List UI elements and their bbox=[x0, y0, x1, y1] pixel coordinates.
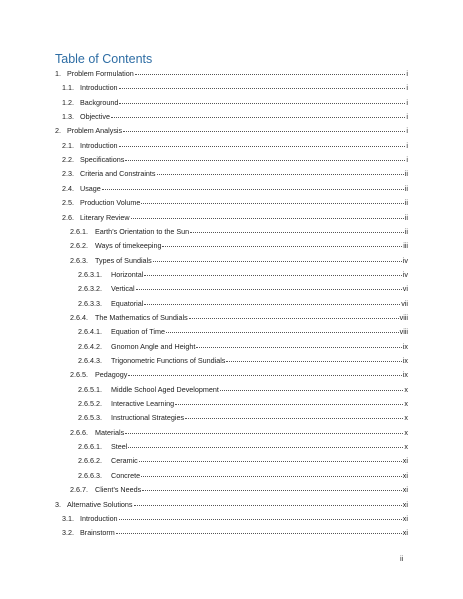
toc-entry-page: iv bbox=[402, 269, 408, 279]
toc-entry-page: ii bbox=[404, 183, 408, 193]
toc-entry-title: Criteria and Constraints bbox=[80, 169, 156, 179]
toc-entry-page: i bbox=[406, 155, 408, 165]
dot-leader bbox=[131, 217, 404, 219]
toc-entry-number: 2.6.6.1. bbox=[78, 442, 102, 452]
toc-entry-title: Gnomon Angle and Height bbox=[111, 341, 196, 351]
toc-title: Table of Contents bbox=[55, 52, 153, 66]
toc-entry-number: 2.5. bbox=[62, 198, 74, 208]
toc-entry-title: Steel bbox=[111, 442, 128, 452]
toc-entry-page: ii bbox=[404, 169, 408, 179]
toc-entry-page: i bbox=[406, 112, 408, 122]
toc-entry-page: xi bbox=[402, 456, 408, 466]
toc-entry-title: Background bbox=[80, 97, 119, 107]
dot-leader bbox=[153, 260, 402, 262]
dot-leader bbox=[125, 159, 405, 161]
toc-entry-title: Middle School Aged Development bbox=[111, 384, 219, 394]
toc-entry-number: 2.6.4.1. bbox=[78, 327, 102, 337]
toc-entry-page: xi bbox=[402, 499, 408, 509]
toc-entry-number: 2.6. bbox=[62, 212, 74, 222]
toc-entry[interactable] bbox=[62, 512, 408, 526]
toc-entry-number: 1.1. bbox=[62, 83, 74, 93]
dot-leader bbox=[141, 202, 403, 204]
toc-entry[interactable] bbox=[55, 67, 408, 81]
toc-entry-number: 2.3. bbox=[62, 169, 74, 179]
toc-entry-page: x bbox=[404, 427, 408, 437]
toc-entry[interactable] bbox=[70, 254, 408, 268]
toc-entry-title: Concrete bbox=[111, 470, 141, 480]
toc-entry-number: 2. bbox=[55, 126, 61, 136]
toc-entry-title: Objective bbox=[80, 112, 110, 122]
toc-entry-title: Equatorial bbox=[111, 298, 144, 308]
toc-entry-page: i bbox=[406, 69, 408, 78]
toc-entry[interactable] bbox=[78, 297, 408, 311]
toc-entry[interactable] bbox=[70, 368, 408, 382]
toc-entry-title: Types of Sundials bbox=[95, 255, 152, 265]
page-number: ii bbox=[400, 554, 404, 563]
toc-entry-number: 3.1. bbox=[62, 513, 74, 523]
toc-entry-number: 3. bbox=[55, 499, 61, 509]
toc-entry-page: ii bbox=[404, 226, 408, 236]
dot-leader bbox=[136, 288, 402, 290]
toc-entry-title: Materials bbox=[95, 427, 125, 437]
toc-entry-number: 2.6.3. bbox=[70, 255, 88, 265]
toc-entry-number: 2.6.4.3. bbox=[78, 356, 102, 365]
dot-leader bbox=[190, 231, 404, 233]
toc-entry-number: 2.6.6.2. bbox=[78, 456, 102, 466]
toc-entry[interactable] bbox=[70, 225, 408, 239]
toc-entry-title: Production Volume bbox=[80, 198, 141, 208]
toc-entry-title: Usage bbox=[80, 183, 101, 193]
toc-entry[interactable] bbox=[62, 96, 408, 110]
toc-entry[interactable] bbox=[62, 211, 408, 225]
toc-entry-title: Horizontal bbox=[111, 269, 144, 279]
toc-entry[interactable] bbox=[78, 282, 408, 296]
dot-leader bbox=[142, 489, 402, 491]
toc-entry-title: Interactive Learning bbox=[111, 399, 175, 409]
toc-entry-page: iv bbox=[402, 255, 408, 265]
toc-entry-number: 2.6.7. bbox=[70, 485, 88, 495]
toc-entry[interactable] bbox=[78, 397, 408, 411]
dot-leader bbox=[135, 73, 406, 75]
toc-entry-title: Introduction bbox=[80, 83, 118, 93]
dot-leader bbox=[166, 331, 399, 333]
toc-entry-page: x bbox=[404, 384, 408, 394]
toc-entry-number: 2.4. bbox=[62, 183, 74, 193]
toc-entry-number: 2.6.2. bbox=[70, 241, 88, 251]
dot-leader bbox=[196, 346, 401, 348]
toc-entry-number: 1.2. bbox=[62, 97, 74, 107]
toc-entry-page: ix bbox=[402, 356, 408, 365]
toc-entry-title: Problem Formulation bbox=[67, 69, 134, 78]
toc-entry[interactable] bbox=[70, 426, 408, 440]
dot-leader bbox=[125, 432, 403, 434]
toc-entry-title: Literary Review bbox=[80, 212, 130, 222]
toc-entry[interactable] bbox=[78, 440, 408, 454]
dot-leader bbox=[220, 389, 404, 391]
toc-entry[interactable] bbox=[62, 110, 408, 124]
toc-entry-page: vii bbox=[401, 298, 408, 308]
toc-entry-title: Equation of Time bbox=[111, 327, 165, 337]
toc-entry[interactable] bbox=[62, 139, 408, 153]
dot-leader bbox=[119, 145, 406, 147]
toc-entry-title: Alternative Solutions bbox=[67, 499, 133, 509]
toc-entry-number: 2.6.3.1. bbox=[78, 269, 102, 279]
toc-entry-number: 2.6.3.3. bbox=[78, 298, 102, 308]
toc-entry-title: Specifications bbox=[80, 155, 125, 165]
dot-leader bbox=[175, 403, 403, 405]
toc-entry-page: xi bbox=[402, 470, 408, 480]
toc-entry-number: 2.6.3.2. bbox=[78, 284, 102, 294]
toc-entry[interactable] bbox=[78, 454, 408, 468]
dot-leader bbox=[226, 360, 401, 362]
toc-entry-number: 2.6.4. bbox=[70, 312, 88, 322]
toc-entry[interactable] bbox=[78, 268, 408, 282]
toc-entry[interactable] bbox=[62, 153, 408, 167]
toc-entry-number: 2.6.5.3. bbox=[78, 413, 102, 423]
toc-entry[interactable] bbox=[62, 167, 408, 181]
toc-entry-number: 2.6.6.3. bbox=[78, 470, 102, 480]
toc-entry-number: 2.6.6. bbox=[70, 427, 88, 437]
dot-leader bbox=[116, 532, 402, 534]
toc-entry-page: xi bbox=[402, 513, 408, 523]
toc-entry[interactable] bbox=[70, 239, 408, 253]
toc-entry-page: x bbox=[404, 413, 408, 423]
dot-leader bbox=[119, 87, 406, 89]
dot-leader bbox=[139, 460, 402, 462]
toc-entry-number: 2.6.1. bbox=[70, 226, 88, 236]
dot-leader bbox=[144, 303, 400, 305]
toc-entry-number: 2.6.5.1. bbox=[78, 384, 102, 394]
toc-entry-page: i bbox=[406, 83, 408, 93]
toc-entry-title: Ceramic bbox=[111, 456, 138, 466]
toc-entry-number: 3.2. bbox=[62, 528, 74, 538]
toc-entry[interactable] bbox=[70, 483, 408, 497]
dot-leader bbox=[134, 504, 402, 506]
toc-entry-title: Client’s Needs bbox=[95, 485, 142, 495]
toc-entry-page: viii bbox=[399, 327, 408, 337]
toc-entry-page: x bbox=[404, 442, 408, 452]
toc-entry-number: 1. bbox=[55, 69, 61, 78]
toc-entry-number: 2.6.5. bbox=[70, 370, 88, 380]
dot-leader bbox=[185, 417, 403, 419]
toc-entry-title: Introduction bbox=[80, 140, 118, 150]
toc-entry-title: Instructional Strategies bbox=[111, 413, 185, 423]
toc-entry-title: Trigonometric Functions of Sundials bbox=[111, 356, 226, 365]
toc-entry-page: i bbox=[406, 126, 408, 136]
dot-leader bbox=[162, 245, 402, 247]
toc-entry[interactable] bbox=[78, 383, 408, 397]
dot-leader bbox=[157, 173, 404, 175]
toc-entry-page: viii bbox=[399, 312, 408, 322]
dot-leader bbox=[102, 188, 404, 190]
toc-entry-page: i bbox=[406, 97, 408, 107]
toc-entry-title: Pedagogy bbox=[95, 370, 128, 380]
toc-entry-title: Introduction bbox=[80, 513, 118, 523]
toc-entry[interactable] bbox=[62, 196, 408, 210]
toc-entry-number: 2.6.5.2. bbox=[78, 399, 102, 409]
toc-entry-page: vi bbox=[402, 284, 408, 294]
toc-entry-title: Ways of timekeeping bbox=[95, 241, 162, 251]
toc-entry[interactable] bbox=[78, 340, 408, 354]
toc-entry[interactable] bbox=[62, 182, 408, 196]
toc-entry-title: Brainstorm bbox=[80, 528, 115, 538]
toc-entry-number: 2.2. bbox=[62, 155, 74, 165]
dot-leader bbox=[144, 274, 401, 276]
toc-entry-page: iii bbox=[403, 241, 408, 251]
dot-leader bbox=[119, 102, 405, 104]
toc-entry-page: xi bbox=[402, 528, 408, 538]
toc-entry-page: ii bbox=[404, 198, 408, 208]
dot-leader bbox=[128, 446, 403, 448]
toc-entry[interactable] bbox=[70, 311, 408, 325]
toc-entry-page: i bbox=[406, 140, 408, 150]
toc-entry-title: Earth’s Orientation to the Sun bbox=[95, 226, 190, 236]
toc-entry-number: 2.1. bbox=[62, 140, 74, 150]
toc-entry-page: ix bbox=[402, 370, 408, 380]
toc-entry-title: Problem Analysis bbox=[67, 126, 123, 136]
dot-leader bbox=[189, 317, 399, 319]
toc-entry[interactable] bbox=[55, 498, 408, 512]
toc-entry-page: ii bbox=[404, 212, 408, 222]
dot-leader bbox=[123, 130, 405, 132]
toc-entry[interactable] bbox=[78, 325, 408, 339]
toc-entry[interactable] bbox=[78, 354, 408, 368]
toc-entry[interactable] bbox=[62, 81, 408, 95]
toc-entry-title: Vertical bbox=[111, 284, 135, 294]
toc-entry[interactable] bbox=[55, 124, 408, 138]
toc-entry[interactable] bbox=[62, 526, 408, 540]
toc-entry[interactable] bbox=[78, 469, 408, 483]
toc-entry-number: 1.3. bbox=[62, 112, 74, 122]
dot-leader bbox=[128, 374, 401, 376]
toc-entry-title: The Mathematics of Sundials bbox=[95, 312, 188, 322]
dot-leader bbox=[111, 116, 405, 118]
toc-entry-number: 2.6.4.2. bbox=[78, 341, 102, 351]
dot-leader bbox=[119, 518, 402, 520]
dot-leader bbox=[141, 475, 402, 477]
toc-entry-page: ix bbox=[402, 341, 408, 351]
toc-entry-page: xi bbox=[402, 485, 408, 495]
toc-entry-page: x bbox=[404, 399, 408, 409]
toc-entry[interactable] bbox=[78, 411, 408, 425]
